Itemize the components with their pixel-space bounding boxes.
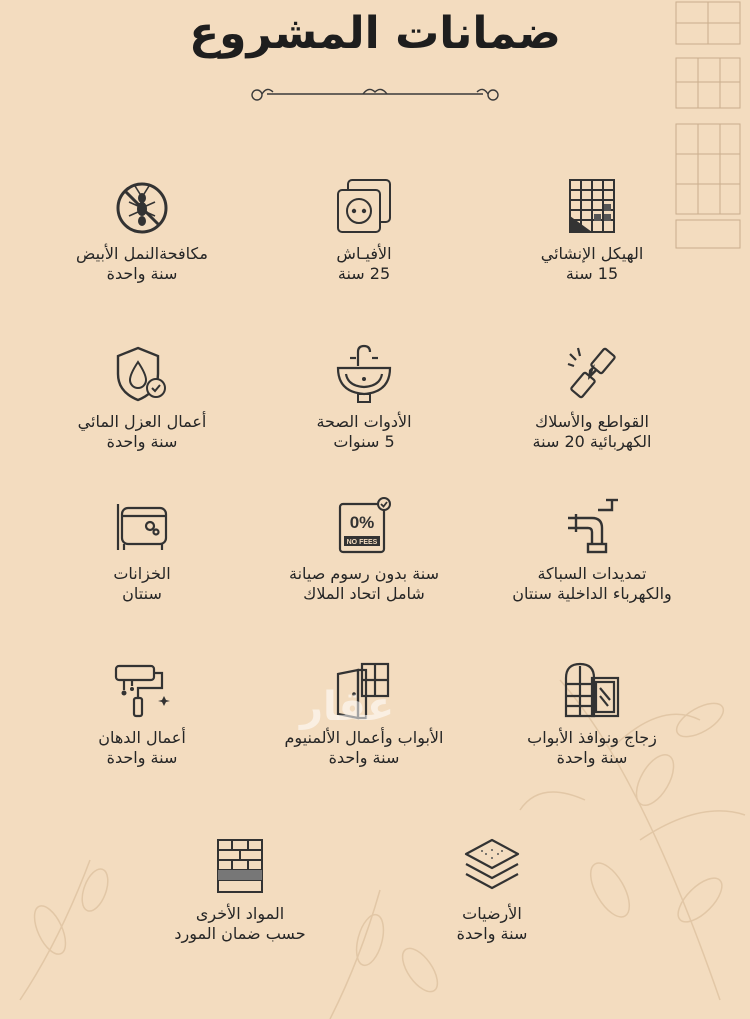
item-duration: شامل اتحاد الملاك	[303, 584, 425, 603]
item-title: القواطع والأسلاك	[535, 412, 649, 431]
ornament-divider-icon	[245, 82, 505, 106]
warranty-item-plumbing	[462, 496, 722, 604]
structure-building-icon	[562, 176, 622, 236]
warranty-item-waterproofing	[12, 344, 272, 452]
sink-faucet-icon	[334, 344, 394, 404]
water-tank-icon	[112, 496, 172, 556]
termite-control-icon	[112, 176, 172, 236]
electrical-wiring-icon	[562, 344, 622, 404]
waterproofing-shield-icon	[112, 344, 172, 404]
item-title: الهيكل الإنشائي	[540, 244, 644, 263]
page-title: ضمانات المشروع	[189, 8, 561, 59]
item-duration: سنة واحدة	[456, 924, 528, 943]
item-duration: سنة واحدة	[556, 748, 628, 767]
item-duration: 25 سنة	[337, 264, 391, 283]
item-duration: 15 سنة	[565, 264, 619, 283]
warranty-item-windows	[462, 660, 722, 768]
item-duration: الكهربائية 20 سنة	[532, 432, 652, 451]
item-title: الأبواب وأعمال الألمنيوم	[284, 728, 444, 747]
item-title: الأفيـاش	[336, 244, 392, 263]
item-title: أعمال العزل المائي	[77, 412, 207, 431]
item-title: مكافحةالنمل الأبيض	[76, 244, 208, 263]
badge-percent: 0%	[349, 513, 375, 532]
warranty-item-no-fees	[234, 496, 494, 604]
electrical-socket-icon	[334, 176, 394, 236]
warranty-item-sockets	[234, 176, 494, 284]
plumbing-pipes-icon	[562, 496, 622, 556]
item-title: تمديدات السباكة	[537, 564, 647, 583]
item-duration: سنة واحدة	[106, 264, 178, 283]
item-duration: سنتان	[122, 584, 162, 603]
warranty-item-termite	[12, 176, 272, 284]
warranty-item-structure	[462, 176, 722, 284]
item-title: زجاج ونوافذ الأبواب	[527, 728, 657, 747]
badge-no-fees: NO FEES	[346, 539, 378, 546]
item-duration: حسب ضمان المورد	[174, 924, 306, 943]
item-duration: سنة واحدة	[328, 748, 400, 767]
item-duration: 5 سنوات	[333, 432, 395, 451]
watermark-logo: عقار	[300, 684, 395, 730]
warranty-item-paint	[12, 660, 272, 768]
item-title: الأرضيات	[462, 904, 522, 923]
item-duration: سنة واحدة	[106, 748, 178, 767]
brick-materials-icon	[210, 836, 270, 896]
item-title: أعمال الدهان	[98, 728, 186, 747]
item-title: الخزانات	[113, 564, 171, 583]
window-glass-icon	[562, 660, 622, 720]
no-fees-badge-icon	[334, 496, 394, 556]
flooring-layers-icon	[462, 836, 522, 896]
item-title: سنة بدون رسوم صيانة	[288, 564, 440, 583]
warranty-item-wiring	[462, 344, 722, 452]
item-title: الأدوات الصحة	[316, 412, 412, 431]
warranty-item-flooring	[362, 836, 622, 944]
warranty-item-other-materials	[110, 836, 370, 944]
warranty-item-sanitary	[234, 344, 494, 452]
item-duration: والكهرباء الداخلية سنتان	[512, 584, 672, 603]
item-duration: سنة واحدة	[106, 432, 178, 451]
warranty-item-tanks	[12, 496, 272, 604]
item-title: المواد الأخرى	[195, 904, 285, 923]
paint-roller-icon	[112, 660, 172, 720]
